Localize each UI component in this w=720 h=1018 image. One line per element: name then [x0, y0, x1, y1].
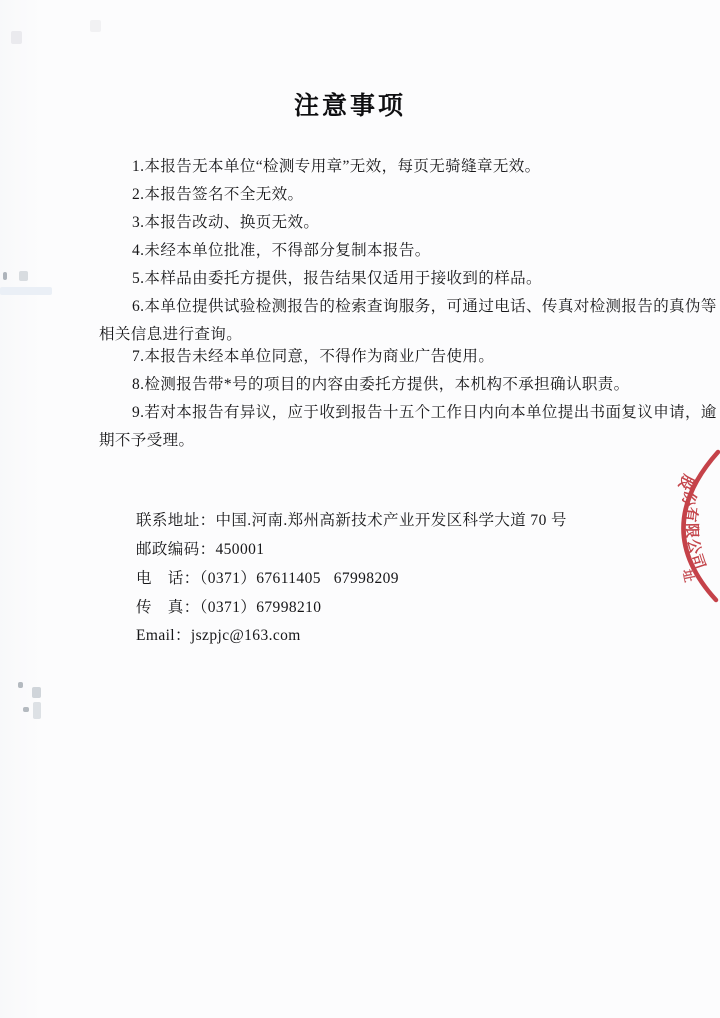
seal-character: 限 — [682, 522, 700, 539]
page-title: 注意事项 — [293, 93, 406, 120]
scan-artifact — [90, 20, 101, 32]
note-line-continuation: 相关信息进行查询。 — [99, 326, 243, 343]
scan-artifact — [19, 271, 28, 281]
note-line: 4.未经本单位批准，不得部分复制本报告。 — [132, 242, 431, 259]
contact-phone: 电 话：（0371）67611405 67998209 — [136, 570, 399, 587]
note-line: 8.检测报告带*号的项目的内容由委托方提供，本机构不承担确认职责。 — [132, 376, 630, 393]
note-line-continuation: 期不予受理。 — [99, 432, 195, 449]
note-line: 1.本报告无本单位“检测专用章”无效，每页无骑缝章无效。 — [132, 158, 541, 175]
note-line: 2.本报告签名不全无效。 — [132, 186, 304, 203]
note-line: 6.本单位提供试验检测报告的检索查询服务，可通过电话、传真对检测报告的真伪等 — [132, 298, 717, 315]
contact-postcode: 邮政编码：450001 — [136, 541, 265, 558]
contact-address: 联系地址：中国.河南.郑州高新技术产业开发区科学大道 70 号 — [136, 512, 567, 529]
scan-artifact — [23, 707, 29, 712]
scan-artifact — [33, 702, 41, 719]
scan-artifact — [11, 31, 22, 44]
seal-character: 份 — [678, 488, 698, 508]
contact-fax: 传 真：（0371）67998210 — [136, 599, 322, 616]
note-line: 7.本报告未经本单位同意，不得作为商业广告使用。 — [132, 348, 495, 365]
seal-character: 公 — [683, 537, 703, 556]
note-line: 3.本报告改动、换页无效。 — [132, 214, 320, 231]
note-line: 9.若对本报告有异议，应于收到报告十五个工作日内向本单位提出书面复议申请，逾 — [132, 404, 717, 421]
scan-artifact — [32, 687, 41, 698]
seal-character: 有 — [681, 505, 699, 523]
note-line: 5.本样品由委托方提供，报告结果仅适用于接收到的样品。 — [132, 270, 542, 287]
seal-inner-character: 址 — [679, 567, 698, 584]
seal-character: 股 — [674, 471, 696, 493]
scan-artifact — [18, 682, 23, 688]
scan-artifact — [0, 287, 52, 295]
contact-email: Email：jszpjc@163.com — [136, 627, 301, 644]
scan-artifact — [3, 272, 7, 280]
seal-character: 司 — [687, 552, 708, 572]
